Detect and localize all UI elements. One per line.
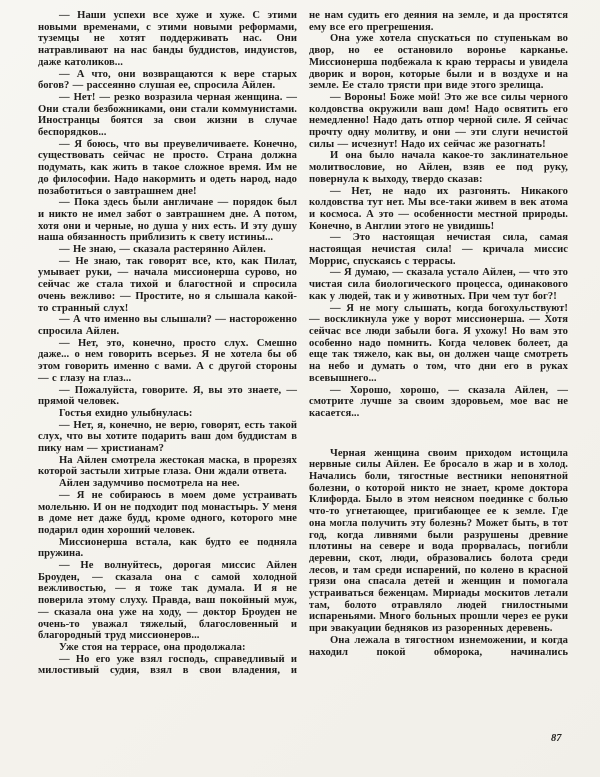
text-columns — [38, 10, 568, 677]
paragraph: Она уже хотела спускаться по ступенькам во двор, но ее остановило воронье карканье. Миссионерша подбежала к краю террасы и увидела дворик и ворон, которые были и в воздухе и на земле. Ее стало трясти при виде этого зрелища. — [309, 33, 568, 92]
paragraph: — Нет, это, конечно, просто слух. Смешно даже... о нем говорить всерьез. Я не хотела бы об этом говорить именно с вами. А с другой стороны — с глазу на глаз... — [38, 337, 297, 384]
paragraph: И она было начала какое-то заклинательное молитвословие, но Айлен, взяв ее под руку, повернула к выходу, твердо сказав: — [309, 150, 568, 185]
paragraph: — Нет, не надо их разгонять. Никакого колдовства тут нет. Мы все-таки живем в век атома и космоса. А это — особенности местной природы. Конечно, в Англии этого не увидишь! — [309, 185, 568, 232]
paragraph: — Нет! — резко возразила черная женщина. — Они стали безбожниками, они стали коммунистами. Иностранцы боятся за свои жизни в случае беспорядков... — [38, 91, 297, 139]
paragraph: — Но его уже взял господь, справедливый и милостивый судия, взял в свои владения, и — [38, 653, 297, 677]
paragraph: — Хорошо, хорошо, — сказала Айлен, — смотрите лучше за своим здоровьем, мое вас не касается... — [309, 384, 568, 419]
paragraph: На Айлен смотрела жестокая маска, в прорезях которой застыли хитрые глаза. Они ждали ответа. — [38, 454, 297, 478]
paragraph: Черная женщина своим приходом истощила нервные силы Айлен. Ее бросало в жар и в холод. Начались боли, тягостные вестники непонятной болезни, о которой никто не знает, кроме доктора Клифорда. Было в этом неясном поединке с болью что-то угнетающее, пригибающее ее к земле. Где она могла получить эту болезнь? Может быть, в тот год, когда ливнями были разрушены древние плотины на севере и вода прорвалась, погибли деревни, скот, люди, образовались болота среди лесов, и там среди испарений, по колено в красной грязи она спасала детей и женщин и помогала устраиваться беженцам. Мириады москитов летали там, болото отравляло людей гнилостными испареньями. Много больных прошли через ее руки при эвакуации бедняков из разоренных деревень. — [309, 447, 568, 635]
paragraph: — Пожалуйста, говорите. Я, вы это знаете, — прямой человек. — [38, 384, 297, 408]
paragraph: — Я не собираюсь в моем доме устраивать молельню. И он не подходит под монастырь. У меня в доме нет даже будд, кроме одного, которого мне подарил один хороший человек. — [38, 489, 297, 536]
paragraph: — Не знаю, — сказала растерянно Айлен. — [59, 244, 266, 256]
paragraph: не нам судить его деяния на земле, и да простятся ему все его прегрешения. — [309, 10, 568, 33]
paragraph: Айлен задумчиво посмотрела на нее. — [59, 478, 240, 490]
paragraph: — Наши успехи все хуже и хуже. С этими новыми временами, с этими новыми реформами, туземцы не хотят поддерживать нас. Они натравливают на нас банды буддистов, индуистов, даже католиков... — [38, 10, 297, 68]
paragraph: — Нет, я, конечно, не верю, говорят, есть такой слух, что вы хотите подарить ваш дом буддистам в пику нам — христианам? — [38, 419, 297, 455]
paragraph: Она лежала в тягостном изнеможении, и когда находил покой обморока, начинались — [309, 634, 568, 658]
right-column — [309, 10, 568, 677]
paragraph: — А что, они возвращаются к вере старых богов? — рассеянно слушая ее, спросила Айлен. — [38, 68, 297, 92]
paragraph: Гостья ехидно улыбнулась: — [59, 407, 193, 419]
paragraph: Уже стоя на террасе, она продолжала: — [59, 641, 246, 653]
paragraph: — Вороны! Боже мой! Это же все силы черного колдовства окружили ваш дом! Надо освятить его немедленно! Надо дать отпор черной силе. Я сейчас прочту одну молитву, и они — эти слуги нечистой силы — исчезнут! Надо их сейчас же разогнать! — [309, 91, 568, 150]
paragraph: — Я думаю, — сказала устало Айлен, — что это чистая сила биологического процесса, одинакового как у людей, так и у животных. При чем тут бог?! — [309, 267, 568, 302]
paragraph: — Я не могу слышать, когда богохульствуют! — воскликнула уже у ворот миссионерша. — Хотя сейчас все люди забыли бога. Я ухожу! Но вам это особенно надо помнить. Когда человек болеет, да еще так тяжело, как вы, он должен чаще смотреть на небо и думать о том, что дни его в руках всевышнего... — [309, 302, 568, 384]
paragraph: Миссионерша встала, как будто ее подняла пружина. — [38, 536, 297, 560]
paragraph: — Пока здесь были англичане — порядок был и никто не имел забот о завтрашнем дне. А потом, хотя они и черные, но душа у них есть. И эту душу наша обязанность приблизить к свету истины... — [38, 197, 297, 244]
left-column — [38, 10, 297, 677]
paragraph: — Не волнуйтесь, дорогая миссис Айлен Броуден, — сказала она с самой холодной вежливостью, — я тоже так думала. И я не поверила этому слуху. Правда, ваш покойный муж, — сказала она уже на ходу, — доктор Броуден не очень-то уважал тяжелый, благословенный и благородный труд миссионеров... — [38, 560, 297, 642]
paragraph: — Это настоящая нечистая сила, самая настоящая нечистая сила! — кричала миссис Моррис, спускаясь с террасы. — [309, 232, 568, 267]
page-number: 87 — [551, 733, 562, 744]
paragraph: — А что именно вы слышали? — настороженно спросила Айлен. — [38, 314, 297, 337]
paragraph: — Я боюсь, что вы преувеличиваете. Конечно, существовать сейчас не просто. Страна должна подумать, как жить в такое сложное время. Им не до философии. Надо накормить и одеть народ, надо позаботиться о завтрашнем дне! — [38, 138, 297, 197]
paragraph: — Не знаю, так говорят все, кто, как Пилат, умывает руки, — начала миссионерша сурово, но сейчас же стала тихой и благостной и спросила очень вежливо: — Простите, но я слышала какой-то странный слух! — [38, 255, 297, 314]
